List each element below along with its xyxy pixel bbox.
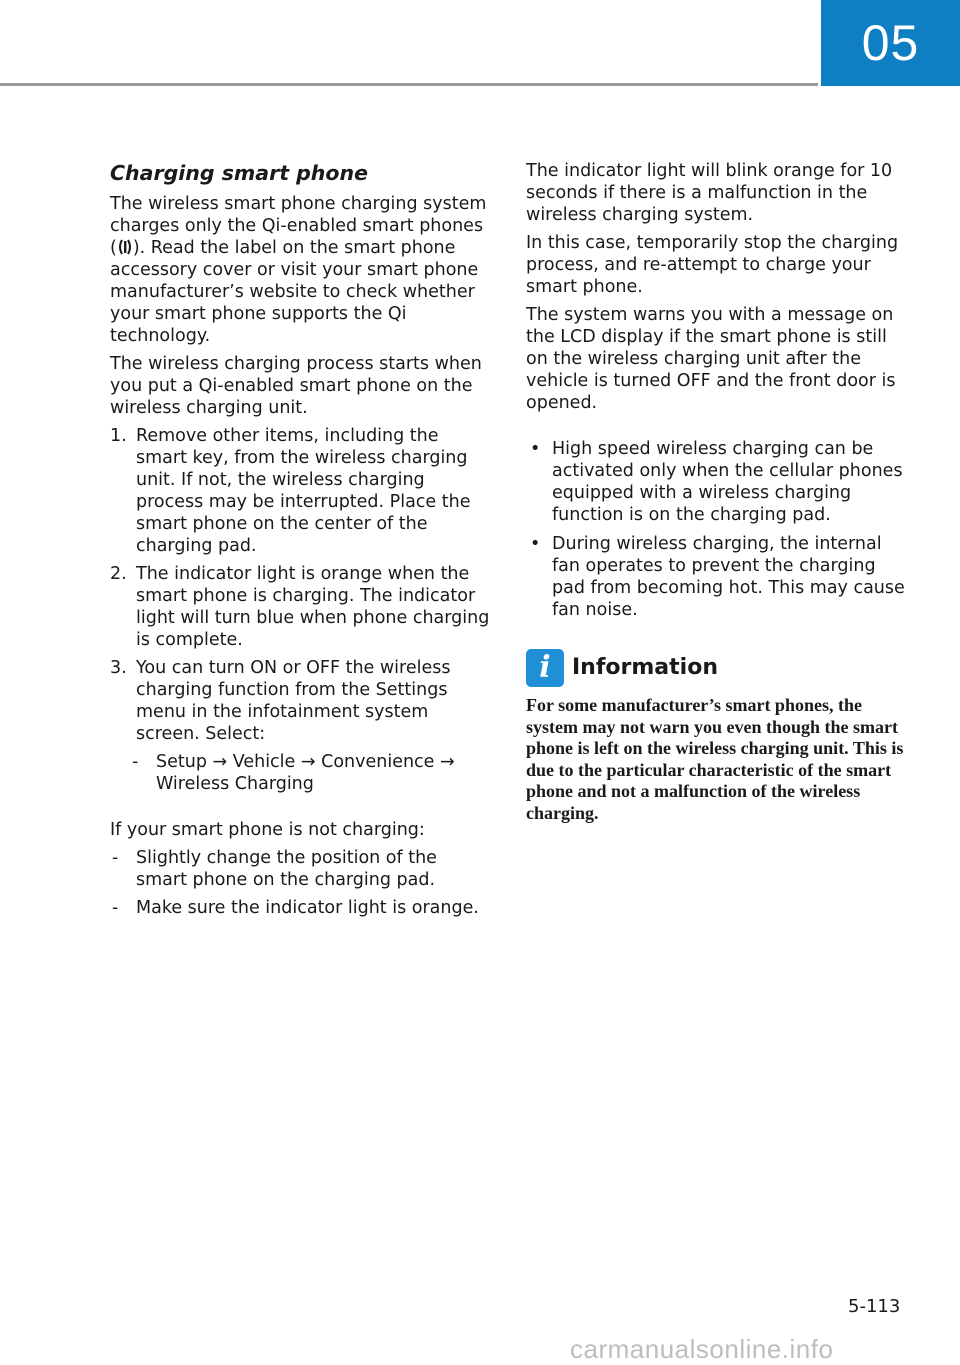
bullet-text: During wireless charging, the internal fan operates to prevent the charging pad from becoming hot. This may cause fan noise.	[552, 534, 905, 620]
step-item	[110, 657, 490, 795]
dash-marker: -	[112, 898, 119, 918]
header-rule	[0, 83, 818, 86]
step-item	[110, 425, 490, 557]
section-heading: Charging smart phone	[110, 161, 368, 185]
paragraph-qi-end: ). Read the label on the smart phone accessory cover or visit your smart phone manufacturer’s website to check whether your smart phone supports the Qi technology.	[110, 238, 479, 346]
chapter-tab	[821, 0, 960, 86]
tip-item	[110, 847, 490, 891]
step-number: 1.	[110, 426, 127, 446]
bullet-marker: •	[530, 439, 541, 459]
step-text: The indicator light is orange when the smart phone is charging. The indicator light will turn blue when phone charging is complete.	[136, 564, 490, 650]
dash-marker: -	[132, 752, 139, 772]
paragraph-qi	[110, 193, 490, 347]
right-column	[526, 160, 906, 824]
watermark: carmanualsonline.info	[570, 1334, 834, 1364]
info-body: For some manufacturer’s smart phones, the system may not warn you even though the smart phone is left on the wireless charging unit. This is due to the particular characteristic of the smart phone and not a malfunction of the wireless charging.	[526, 695, 904, 823]
bullet-item	[526, 438, 906, 526]
step-number: 2.	[110, 564, 127, 584]
paragraph-process: The wireless charging process starts when you put a Qi-enabled smart phone on the wireless charging unit.	[110, 354, 482, 418]
info-header	[526, 649, 906, 687]
menu-path-item	[132, 751, 490, 795]
info-title: Information	[572, 655, 718, 680]
dash-marker: -	[112, 848, 119, 868]
chapter-number: 05	[861, 15, 920, 71]
qi-logo-icon	[117, 238, 133, 256]
step-text: You can turn ON or OFF the wireless charging function from the Settings menu in the infotainment system screen. Select:	[136, 658, 451, 744]
paragraph-blink: The indicator light will blink orange for 10 seconds if there is a malfunction in the wireless charging system.	[526, 161, 893, 225]
paragraph-not-charging: If your smart phone is not charging:	[110, 820, 425, 840]
step-number: 3.	[110, 658, 127, 678]
info-icon: i	[526, 649, 564, 687]
step-item	[110, 563, 490, 651]
paragraph-qi-start: The wireless smart phone charging system charges only the Qi-enabled smart phones (	[110, 194, 487, 258]
step-text: Remove other items, including the smart key, from the wireless charging unit. If not, the wireless charging process may be interrupted. Place the smart phone on the center of the charging pad.	[136, 426, 471, 556]
bullet-item	[526, 533, 906, 621]
left-column	[110, 160, 490, 925]
bullet-marker: •	[530, 534, 541, 554]
paragraph-reattempt: In this case, temporarily stop the charging process, and re-attempt to charge your smart phone.	[526, 233, 899, 297]
paragraph-warning: The system warns you with a message on the LCD display if the smart phone is still on the wireless charging unit after the vehicle is turned OFF and the front door is opened.	[526, 305, 896, 413]
menu-path-text: Setup → Vehicle → Convenience → Wireless Charging	[156, 752, 455, 794]
tip-text: Make sure the indicator light is orange.	[136, 898, 479, 918]
tip-text: Slightly change the position of the smart phone on the charging pad.	[136, 848, 437, 890]
bullet-text: High speed wireless charging can be activated only when the cellular phones equipped with a wireless charging function is on the charging pad.	[552, 439, 903, 525]
tip-item	[110, 897, 490, 919]
page-number: 5-113	[848, 1296, 901, 1317]
